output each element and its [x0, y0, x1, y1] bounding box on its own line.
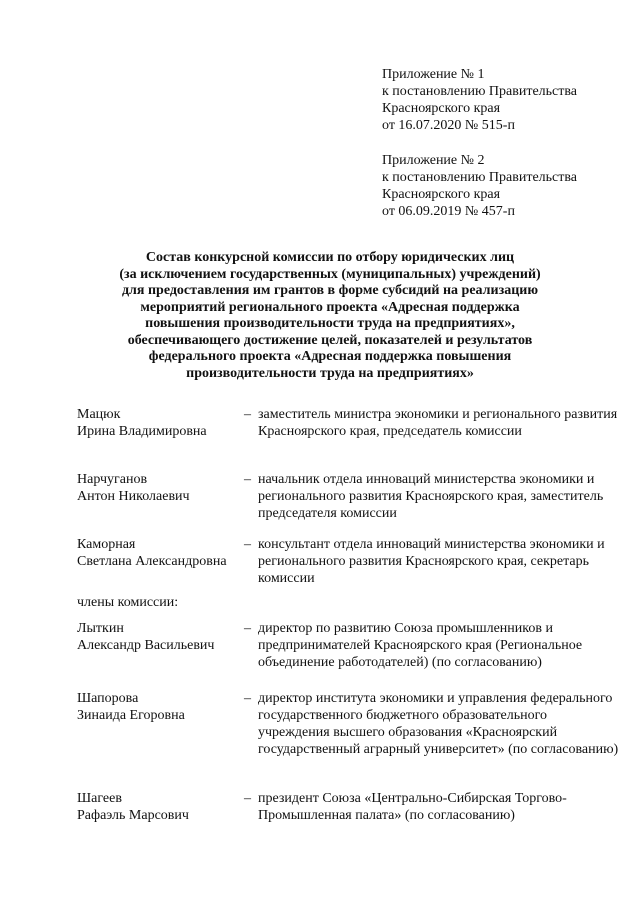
dash-separator: –	[244, 472, 251, 487]
annex-line: к постановлению Правительства	[382, 170, 578, 185]
member-given-names: Зинаида Егоровна	[77, 708, 185, 723]
commission-member-row	[77, 536, 622, 601]
member-given-names: Александр Васильевич	[77, 638, 215, 653]
document-title	[60, 250, 600, 382]
title-line: федерального проекта «Адресная поддержка повышения	[148, 349, 512, 364]
member-name	[77, 536, 249, 570]
member-role: начальник отдела инноваций министерства экономики и регионального развития Красноярского края, заместитель председателя комиссии	[258, 472, 604, 521]
member-surname: Лыткин	[77, 621, 124, 636]
members-section-label: члены комиссии:	[77, 595, 179, 610]
member-name	[77, 790, 249, 824]
annex-line: Приложение № 2	[382, 153, 485, 168]
title-line: производительности труда на предприятиях»	[186, 365, 474, 381]
member-given-names: Светлана Александровна	[77, 554, 227, 569]
member-role: консультант отдела инноваций министерства экономики и регионального развития Красноярского края, секретарь комиссии	[258, 537, 605, 586]
annex-line: от 06.09.2019 № 457-п	[382, 204, 515, 219]
member-role: директор института экономики и управления федерального государственного бюджетного образовательного учреждения высшего образования «Красноярский государственный аграрный университет» (по согласованию)	[258, 691, 619, 757]
title-line: повышения производительности труда на предприятиях»,	[145, 316, 515, 331]
annex-1-header	[382, 66, 632, 134]
annex-line: к постановлению Правительства	[382, 84, 578, 99]
title-line: обеспечивающего достижение целей, показателей и результатов	[127, 332, 533, 348]
member-name	[77, 406, 249, 440]
member-surname: Шапорова	[77, 691, 139, 706]
member-surname: Мацюк	[77, 407, 121, 422]
annex-line: от 16.07.2020 № 515-п	[382, 118, 515, 133]
members-list	[77, 620, 622, 830]
member-given-names: Антон Николаевич	[77, 489, 190, 504]
member-given-names: Ирина Владимировна	[77, 424, 207, 439]
commission-member-row	[77, 690, 622, 790]
dash-separator: –	[244, 407, 251, 422]
commission-member-row	[77, 620, 622, 690]
title-line: мероприятий регионального проекта «Адресная поддержка	[140, 299, 520, 315]
annex-line: Приложение № 1	[382, 67, 485, 82]
member-surname: Каморная	[77, 537, 136, 552]
leadership-list	[77, 406, 622, 601]
dash-separator: –	[244, 537, 251, 552]
dash-separator: –	[244, 791, 251, 806]
member-surname: Шагеев	[77, 791, 122, 806]
member-surname: Нарчуганов	[77, 472, 148, 487]
annex-2-header	[382, 152, 632, 220]
dash-separator: –	[244, 621, 251, 636]
member-name	[77, 620, 249, 654]
member-role: директор по развитию Союза промышленников и предпринимателей Красноярского края (Региональное объединение работодателей) (по согласованию)	[258, 621, 583, 670]
annex-line: Красноярского края	[382, 187, 501, 202]
annex-line: Красноярского края	[382, 101, 501, 116]
title-line: для предоставления им грантов в форме субсидий на реализацию	[121, 283, 539, 298]
member-role: заместитель министра экономики и регионального развития Красноярского края, председатель комиссии	[258, 407, 618, 439]
commission-member-row	[77, 406, 622, 471]
member-name	[77, 471, 249, 505]
title-line: (за исключением государственных (муниципальных) учреждений)	[119, 266, 541, 282]
commission-member-row	[77, 471, 622, 536]
commission-member-row	[77, 790, 622, 830]
dash-separator: –	[244, 691, 251, 706]
title-line: Состав конкурсной комиссии по отбору юридических лиц	[145, 250, 515, 265]
member-name	[77, 690, 249, 724]
member-role: президент Союза «Центрально-Сибирская Торгово-Промышленная палата» (по согласованию)	[258, 791, 567, 823]
member-given-names: Рафаэль Марсович	[77, 808, 189, 823]
